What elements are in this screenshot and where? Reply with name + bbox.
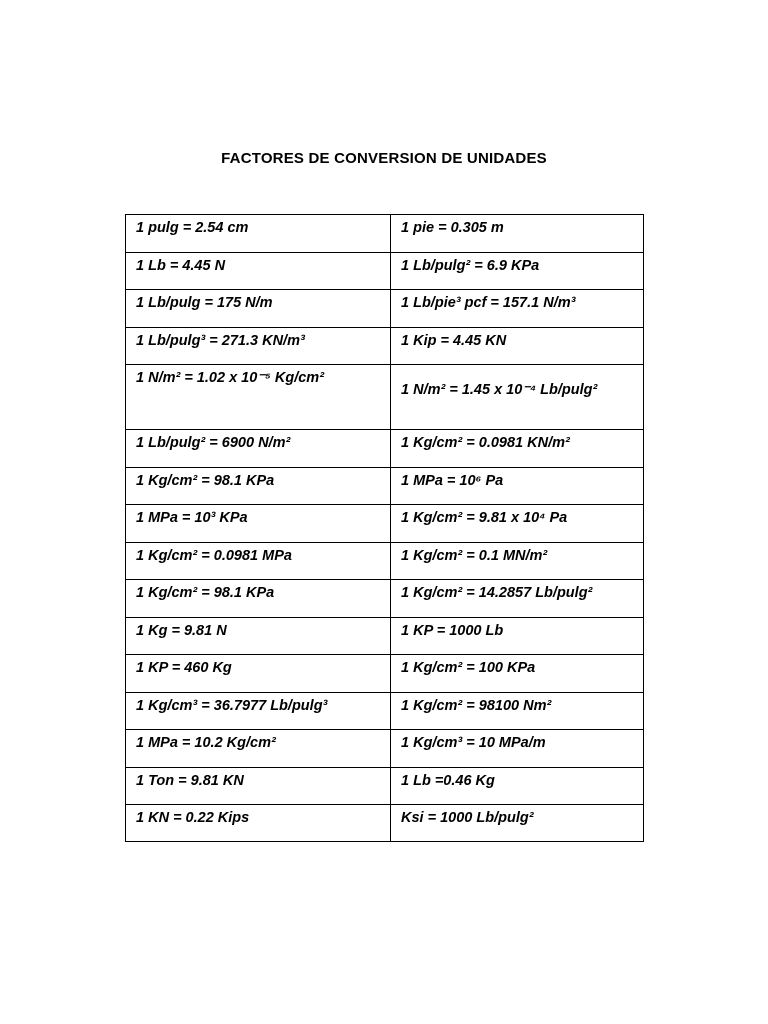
table-row	[126, 467, 644, 505]
table-cell: 1 Kg = 9.81 N	[126, 617, 391, 655]
table-cell: 1 Kg/cm² = 0.1 MN/m²	[391, 542, 644, 580]
table-cell: 1 Lb/pulg³ = 271.3 KN/m³	[126, 327, 391, 365]
table-cell: 1 Ton = 9.81 KN	[126, 767, 391, 805]
table-cell: 1 Kg/cm³ = 36.7977 Lb/pulg³	[126, 692, 391, 730]
table-cell: 1 Lb/pulg² = 6.9 KPa	[391, 252, 644, 290]
table-cell: 1 Lb/pie³ pcf = 157.1 N/m³	[391, 290, 644, 328]
table-cell: 1 MPa = 10.2 Kg/cm²	[126, 730, 391, 768]
table-cell: 1 KP = 1000 Lb	[391, 617, 644, 655]
table-cell: 1 Kg/cm² = 0.0981 KN/m²	[391, 430, 644, 468]
conversion-table	[125, 214, 644, 842]
table-cell: 1 pulg = 2.54 cm	[126, 215, 391, 253]
table-cell: 1 MPa = 10³ KPa	[126, 505, 391, 543]
page-title: FACTORES DE CONVERSION DE UNIDADES	[221, 150, 547, 167]
table-row	[126, 430, 644, 468]
table-cell: 1 Lb/pulg = 175 N/m	[126, 290, 391, 328]
table-cell: 1 Kg/cm³ = 10 MPa/m	[391, 730, 644, 768]
table-cell: 1 N/m² = 1.45 x 10⁻⁴ Lb/pulg²	[391, 365, 644, 430]
table-cell: 1 Kip = 4.45 KN	[391, 327, 644, 365]
table-cell: 1 Lb = 4.45 N	[126, 252, 391, 290]
table-row	[126, 365, 644, 430]
table-row	[126, 252, 644, 290]
table-row	[126, 290, 644, 328]
table-cell: 1 Kg/cm² = 14.2857 Lb/pulg²	[391, 580, 644, 618]
table-cell: 1 Lb =0.46 Kg	[391, 767, 644, 805]
table-row	[126, 215, 644, 253]
table-cell: 1 Lb/pulg² = 6900 N/m²	[126, 430, 391, 468]
table-row	[126, 655, 644, 693]
table-row	[126, 767, 644, 805]
table-row	[126, 805, 644, 842]
table-cell: 1 Kg/cm² = 100 KPa	[391, 655, 644, 693]
table-cell: 1 Kg/cm² = 98.1 KPa	[126, 467, 391, 505]
table-cell: 1 MPa = 10⁶ Pa	[391, 467, 644, 505]
table-row	[126, 327, 644, 365]
table-row	[126, 580, 644, 618]
table-cell: 1 KP = 460 Kg	[126, 655, 391, 693]
table-row	[126, 505, 644, 543]
table-row	[126, 692, 644, 730]
table-cell: 1 Kg/cm² = 98100 Nm²	[391, 692, 644, 730]
table-cell: Ksi = 1000 Lb/pulg²	[391, 805, 644, 842]
table-row	[126, 617, 644, 655]
table-row	[126, 542, 644, 580]
table-row	[126, 730, 644, 768]
table-cell: 1 N/m² = 1.02 x 10⁻⁵ Kg/cm²	[126, 365, 391, 430]
table-cell: 1 pie = 0.305 m	[391, 215, 644, 253]
table-cell: 1 Kg/cm² = 98.1 KPa	[126, 580, 391, 618]
table-cell: 1 Kg/cm² = 9.81 x 10⁴ Pa	[391, 505, 644, 543]
table-cell: 1 Kg/cm² = 0.0981 MPa	[126, 542, 391, 580]
table-cell: 1 KN = 0.22 Kips	[126, 805, 391, 842]
